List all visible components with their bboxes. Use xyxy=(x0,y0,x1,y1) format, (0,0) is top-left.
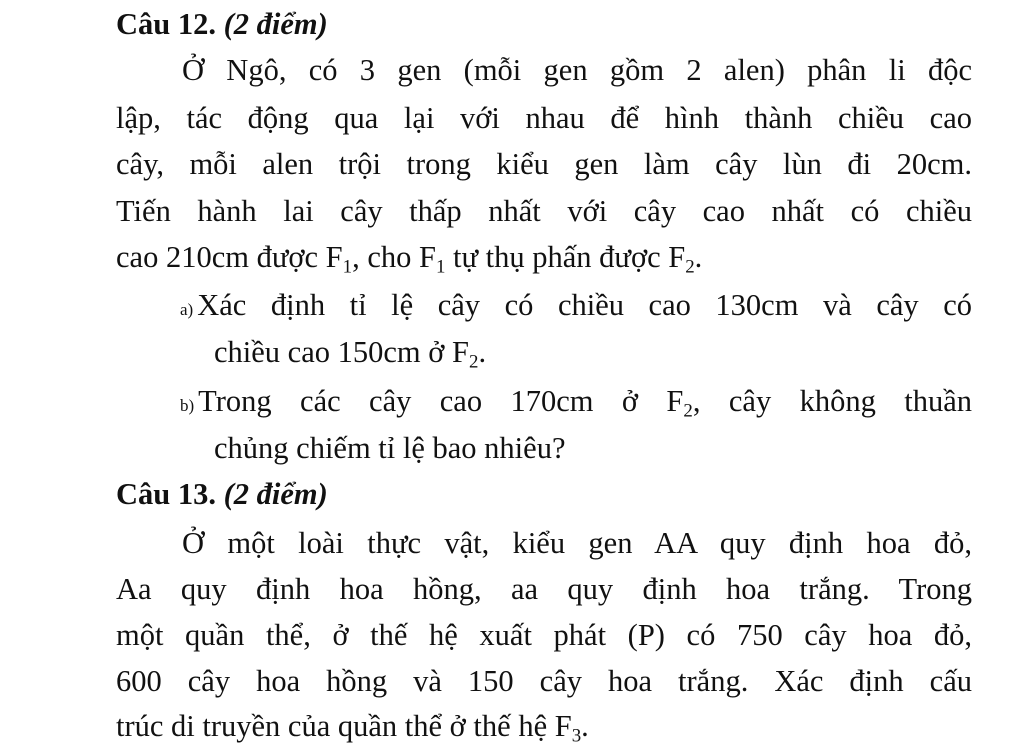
part-a-text-2: chiều cao 150cm ở F xyxy=(214,335,469,369)
question-13-line-5 xyxy=(116,708,589,747)
question-13-heading xyxy=(116,476,328,512)
question-12-part-a-line-2 xyxy=(214,334,487,373)
question-12-part-a-line-1 xyxy=(180,287,972,328)
question-12-line-3: cây, mỗi alen trội trong kiểu gen làm cây lùn đi 20cm. xyxy=(116,147,972,181)
question-12-line-2: lập, tác động qua lại với nhau để hình thành chiều cao xyxy=(116,101,972,135)
question-12-part-b-line-2: chủng chiếm tỉ lệ bao nhiêu? xyxy=(214,431,566,465)
question-13-line-4: 600 cây hoa hồng và 150 cây hoa trắng. Xác định cấu xyxy=(116,664,972,698)
question-13-line-1: Ở một loài thực vật, kiểu gen AA quy định hoa đỏ, xyxy=(182,526,972,560)
question-13-line-2: Aa quy định hoa hồng, aa quy định hoa trắng. Trong xyxy=(116,572,972,606)
question-12-points: (2 điểm) xyxy=(223,7,328,41)
question-12-heading xyxy=(116,6,328,42)
q12-line5-sub-3: 2 xyxy=(685,256,695,278)
part-b-marker: b) xyxy=(180,396,195,415)
question-13-points: (2 điểm) xyxy=(223,477,328,511)
question-12-line-4: Tiến hành lai cây thấp nhất với cây cao nhất có chiều xyxy=(116,194,972,228)
part-b-sub: 2 xyxy=(683,400,693,422)
part-a-sub: 2 xyxy=(468,351,479,373)
q13-line5-text-2: . xyxy=(581,709,589,743)
q13-line5-text-1: trúc di truyền của quần thể ở thế hệ F xyxy=(116,709,572,743)
q12-line5-sub-1: 1 xyxy=(342,256,353,278)
q12-line5-sub-2: 1 xyxy=(435,256,446,278)
part-b-text-2: , cây không thuần xyxy=(692,384,972,418)
question-12-title: Câu 12. xyxy=(116,7,216,41)
q12-line5-text-3: tự thụ phấn được F xyxy=(445,240,686,274)
question-13-line-3: một quần thể, ở thế hệ xuất phát (P) có 750 cây hoa đỏ, xyxy=(116,618,972,652)
q12-line5-text-1: cao 210cm được F xyxy=(116,240,343,274)
part-a-text-1: Xác định tỉ lệ cây có chiều cao 130cm và cây có xyxy=(197,288,972,322)
part-b-text-1: Trong các cây cao 170cm ở F xyxy=(198,384,684,418)
q13-line5-sub-1: 3 xyxy=(571,725,582,747)
question-12-line-5 xyxy=(116,239,703,278)
part-a-text-3: . xyxy=(478,335,487,369)
q12-line5-text-2: , cho F xyxy=(352,240,436,274)
question-13-title: Câu 13. xyxy=(116,477,216,511)
q12-line5-text-4: . xyxy=(694,240,703,274)
question-12-line-1: Ở Ngô, có 3 gen (mỗi gen gồm 2 alen) phân li độc xyxy=(182,53,972,87)
part-a-marker: a) xyxy=(180,300,194,319)
question-12-part-b-line-1 xyxy=(180,383,972,424)
